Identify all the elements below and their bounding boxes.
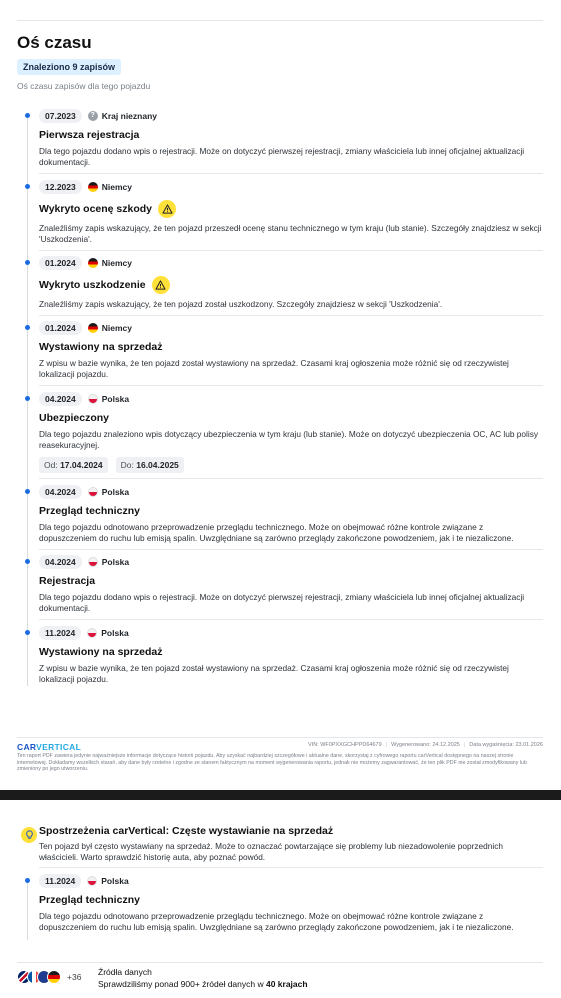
divider: [39, 250, 543, 251]
date-chip: 04.2024: [39, 392, 82, 406]
poland-flag-icon: [88, 487, 98, 497]
date-chip: 04.2024: [39, 485, 82, 499]
timeline-dot: [25, 559, 30, 564]
germany-flag-icon: [47, 970, 61, 984]
germany-flag-icon: [88, 182, 98, 192]
country-name: Niemcy: [101, 257, 132, 268]
sources-description: Sprawdziliśmy ponad 900+ źródeł danych w 40 krajach: [98, 979, 308, 989]
timeline-item: [39, 320, 542, 380]
country-name: Polska: [101, 486, 130, 497]
range-to-chip: Do: 16.04.2025: [116, 457, 184, 473]
poland-flag-icon: [87, 876, 97, 886]
record-description: Z wpisu w bazie wynika, że ten pojazd został wystawiony na sprzedaż. Czasami kraj ogłoszenia może różnić się od rzeczywistej lokalizacji pojazdu.: [39, 358, 509, 379]
timeline-item: [39, 554, 542, 614]
timeline-item: [39, 625, 542, 685]
insight-title: Spostrzeżenia carVertical: Częste wystawianie na sprzedaż: [39, 825, 334, 837]
page-subtitle: Oś czasu zapisów dla tego pojazdu: [17, 81, 151, 91]
date-chip: 04.2024: [39, 555, 82, 569]
top-divider: [17, 20, 543, 21]
range-from-chip: Od: 17.04.2024: [39, 457, 108, 473]
timeline-dot: [25, 878, 30, 883]
country-flags-stack: [17, 970, 81, 984]
divider: [39, 315, 543, 316]
record-title: Przegląd techniczny: [39, 505, 140, 517]
records-found-badge: Znaleziono 9 zapisów: [17, 59, 121, 75]
report-page-2: [0, 800, 561, 998]
record-title: Pierwsza rejestracja: [39, 129, 140, 141]
divider: [39, 385, 543, 386]
timeline-dot: [25, 396, 30, 401]
record-description: Dla tego pojazdu odnotowano przeprowadzenie przeglądu technicznego. Może on obejmować różne kontrole związane z dopuszczeniem do ruchu lub emisją spalin. Uwzględniane są zarówno przeglądy zakończone powodzeniem, jak i te niezaliczone.: [39, 911, 514, 932]
carvertical-logo: CARVERTICAL: [17, 742, 82, 752]
timeline-item: [39, 108, 542, 168]
record-title: Ubezpieczony: [39, 412, 110, 424]
report-meta: VIN: WF0PXXGCHPPD64679 | Wygenerowano: 24.12.2025 | Data wygaśnięcia: 23.01.2026: [308, 742, 543, 748]
divider: [17, 962, 543, 963]
date-chip: 01.2024: [39, 256, 82, 270]
poland-flag-icon: [88, 557, 98, 567]
timeline-line: [27, 880, 28, 940]
date-chip: 12.2023: [39, 180, 82, 194]
divider: [39, 549, 543, 550]
timeline-dot: [25, 184, 30, 189]
timeline-item: [39, 391, 542, 473]
germany-flag-icon: [88, 323, 98, 333]
record-title: Przegląd techniczny: [39, 894, 140, 906]
timeline-item: [39, 873, 542, 933]
timeline-dot: [25, 113, 30, 118]
unknown-country-icon: ?: [88, 111, 98, 121]
country-name: Polska: [101, 393, 130, 404]
record-description: Znaleźliśmy zapis wskazujący, że ten pojazd przeszedł ocenę stanu technicznego w tym kraju (lub stanie). Szczegóły znajdziesz w sekcji 'Uszkodzenia'.: [39, 223, 542, 244]
range-to-value: 16.04.2025: [136, 460, 179, 470]
divider: [39, 619, 543, 620]
page-title: Oś czasu: [17, 33, 92, 52]
record-description: Znaleźliśmy zapis wskazujący, że ten pojazd został uszkodzony. Szczegóły znajdziesz w sekcji 'Uszkodzenia'.: [39, 299, 443, 309]
divider: [39, 173, 543, 174]
generated-date: Wygenerowano: 24.12.2025: [391, 742, 460, 748]
record-description: Dla tego pojazdu dodano wpis o rejestracji. Może on dotyczyć pierwszej rejestracji, zmiany właściciela lub innej oficjalnej aktualizacji dokumentacji.: [39, 592, 525, 613]
country-name: Niemcy: [101, 322, 132, 333]
date-chip: 07.2023: [39, 109, 82, 123]
date-chip: 11.2024: [39, 626, 81, 640]
disclaimer-text: Ten raport PDF zawiera jedynie najważniejsze informacje dotyczące historii pojazdu. Aby uzyskać najbardziej szczegółowe i aktualne dane, skorzystaj z cyfrowego raportu carVertical dostępnego na naszej stronie internetowej. Dokładamy wszelkich starań, aby dane były rzetelne i zgodne ze stanem faktycznym na moment wygenerowania raportu, jednak nie możemy zagwarantować, że ten plik PDF nie został zmodyfikowany lub zmieniony po jego utworzeniu.: [17, 753, 527, 773]
record-description: Dla tego pojazdu dodano wpis o rejestracji. Może on dotyczyć pierwszej rejestracji, zmiany właściciela lub innej oficjalnej aktualizacji dokumentacji.: [39, 146, 525, 167]
poland-flag-icon: [88, 394, 98, 404]
timeline-dot: [25, 260, 30, 265]
record-description: Dla tego pojazdu odnotowano przeprowadzenie przeglądu technicznego. Może on obejmować różne kontrole związane z dopuszczeniem do ruchu lub emisją spalin. Uwzględniane są zarówno przeglądy zakończone powodzeniem, jak i te niezaliczone.: [39, 522, 514, 543]
vin-value: VIN: WF0PXXGCHPPD64679: [308, 742, 382, 748]
timeline-dot: [25, 325, 30, 330]
record-title: Wystawiony na sprzedaż: [39, 646, 163, 658]
country-name: Kraj nieznany: [101, 110, 158, 121]
sources-title: Źródła danych: [98, 967, 152, 977]
record-description: Dla tego pojazdu znaleziono wpis dotyczący ubezpieczenia w tym kraju (lub stanie). Może on dotyczyć ubezpieczenia OC, AC lub polisy reasekuracyjnej.: [39, 429, 538, 450]
date-chip: 11.2024: [39, 874, 81, 888]
data-sources: [17, 962, 543, 998]
timeline-item: [39, 179, 542, 245]
footer-divider: [17, 737, 543, 738]
range-from-value: 17.04.2024: [60, 460, 103, 470]
record-description: Z wpisu w bazie wynika, że ten pojazd został wystawiony na sprzedaż. Czasami kraj ogłoszenia może różnić się od rzeczywistej lokalizacji pojazdu.: [39, 663, 509, 684]
country-name: Polska: [101, 875, 129, 886]
insurance-date-range: [39, 457, 542, 473]
poland-flag-icon: [87, 628, 97, 638]
country-name: Polska: [101, 627, 129, 638]
more-countries-count: +36: [67, 972, 82, 982]
country-name: Niemcy: [101, 181, 132, 192]
warning-icon: [152, 276, 170, 294]
timeline-dot: [25, 630, 30, 635]
insight-block: [39, 825, 542, 863]
timeline-item: [39, 255, 542, 310]
record-title: Wykryto uszkodzenie: [39, 279, 146, 291]
divider: [39, 867, 543, 868]
timeline-line: [27, 116, 28, 686]
record-title: Rejestracja: [39, 575, 96, 587]
record-title: Wykryto ocenę szkody: [39, 203, 153, 215]
divider: [39, 478, 543, 479]
germany-flag-icon: [88, 258, 98, 268]
expiry-date: Data wygaśnięcia: 23.01.2026: [469, 742, 543, 748]
country-name: Polska: [101, 556, 130, 567]
insight-description: Ten pojazd był często wystawiany na sprzedaż. Może to oznaczać powtarzające się problemy lub niezadowolenie poprzednich właścicieli. Warto sprawdzić historię auta, aby poznać powód.: [39, 841, 503, 862]
warning-icon: [158, 200, 176, 218]
timeline-item: [39, 484, 542, 544]
date-chip: 01.2024: [39, 321, 82, 335]
timeline-dot: [25, 489, 30, 494]
lightbulb-icon: [21, 827, 37, 843]
record-title: Wystawiony na sprzedaż: [39, 341, 163, 353]
